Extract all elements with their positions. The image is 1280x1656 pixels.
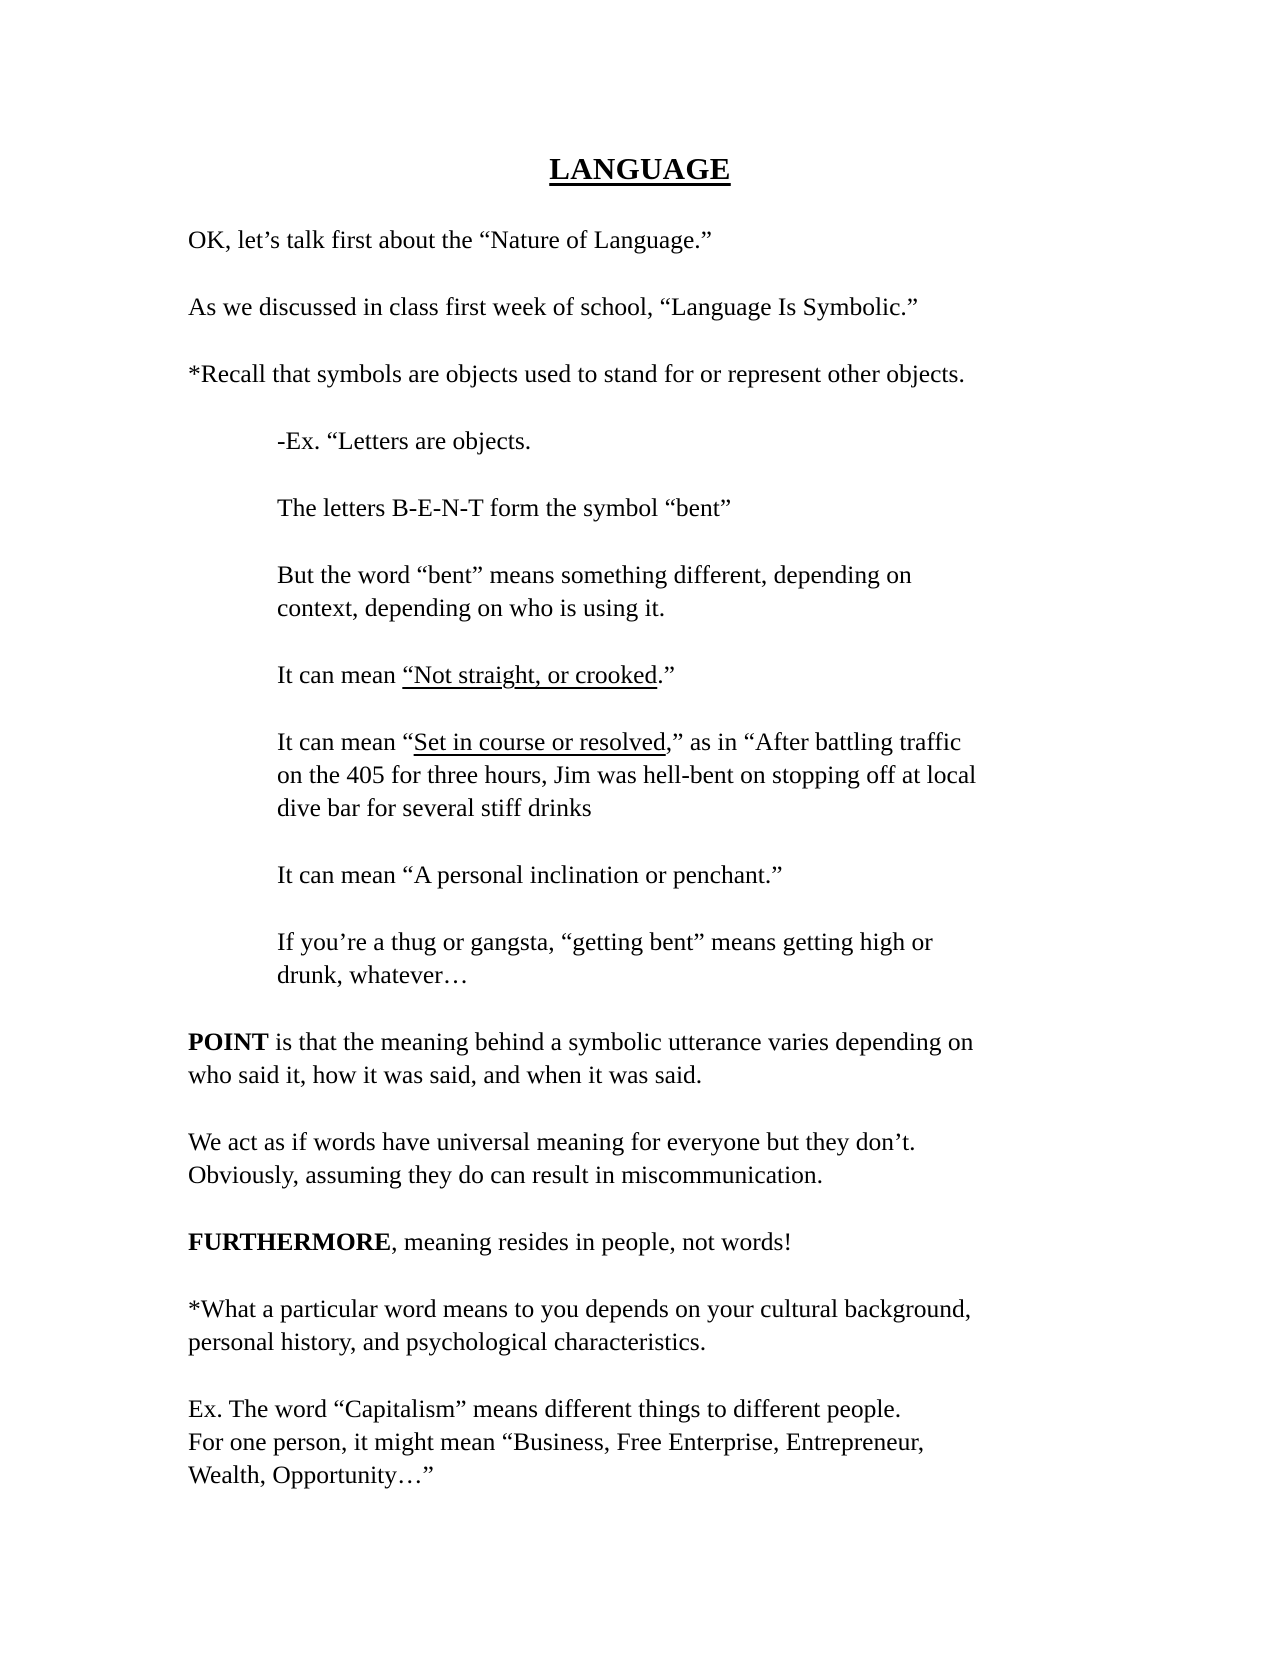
point-bold-label: POINT: [188, 1027, 269, 1056]
capitalism-line3: Wealth, Opportunity…”: [188, 1460, 434, 1489]
meaning-resolved-line3: dive bar for several stiff drinks: [277, 793, 592, 822]
universal-meaning-line1: We act as if words have universal meaning for everyone but they don’t.: [188, 1127, 916, 1156]
capitalism-line1: Ex. The word “Capitalism” means different things to different people.: [188, 1394, 902, 1423]
point-line1: [188, 1025, 973, 1058]
title-text: LANGUAGE: [549, 151, 731, 186]
meaning-slang-line1: If you’re a thug or gangsta, “getting bent” means getting high or: [277, 927, 933, 956]
example-letters: -Ex. “Letters are objects.: [277, 426, 532, 455]
furthermore-bold-label: FURTHERMORE: [188, 1227, 392, 1256]
example-bent-symbol: The letters B-E-N-T form the symbol “bent”: [277, 493, 732, 522]
example-bent-meaning-line2: context, depending on who is using it.: [277, 593, 666, 622]
word-meaning-line2: personal history, and psychological characteristics.: [188, 1327, 707, 1356]
capitalism-line2: For one person, it might mean “Business, Free Enterprise, Entrepreneur,: [188, 1427, 925, 1456]
meaning-penchant: It can mean “A personal inclination or penchant.”: [277, 860, 783, 889]
meaning-crooked-prefix: It can mean: [277, 660, 403, 689]
meaning-resolved-prefix: It can mean “: [277, 727, 414, 756]
example-bent-meaning-line1: But the word “bent” means something different, depending on: [277, 560, 912, 589]
point-line2: who said it, how it was said, and when it was said.: [188, 1060, 703, 1089]
furthermore-text: , meaning resides in people, not words!: [391, 1227, 792, 1256]
symbolic-paragraph: As we discussed in class first week of school, “Language Is Symbolic.”: [188, 292, 919, 321]
universal-meaning-line2: Obviously, assuming they do can result in miscommunication.: [188, 1160, 824, 1189]
page-title: [0, 150, 1280, 188]
point-line1-text: is that the meaning behind a symbolic utterance varies depending on: [268, 1027, 974, 1056]
meaning-resolved-suffix: ,” as in “After battling traffic: [665, 727, 962, 756]
meaning-crooked: [277, 658, 675, 691]
meaning-resolved-line1: [277, 725, 961, 758]
meaning-slang-line2: drunk, whatever…: [277, 960, 469, 989]
meaning-crooked-suffix: .”: [657, 660, 675, 689]
meaning-crooked-underlined: “Not straight, or crooked: [402, 660, 658, 689]
intro-paragraph: OK, let’s talk first about the “Nature of Language.”: [188, 225, 712, 254]
recall-paragraph: *Recall that symbols are objects used to stand for or represent other objects.: [188, 359, 965, 388]
word-meaning-line1: *What a particular word means to you depends on your cultural background,: [188, 1294, 972, 1323]
meaning-resolved-underlined: Set in course or resolved: [413, 727, 666, 756]
meaning-resolved-line2: on the 405 for three hours, Jim was hell-bent on stopping off at local: [277, 760, 977, 789]
furthermore-paragraph: [188, 1225, 792, 1258]
